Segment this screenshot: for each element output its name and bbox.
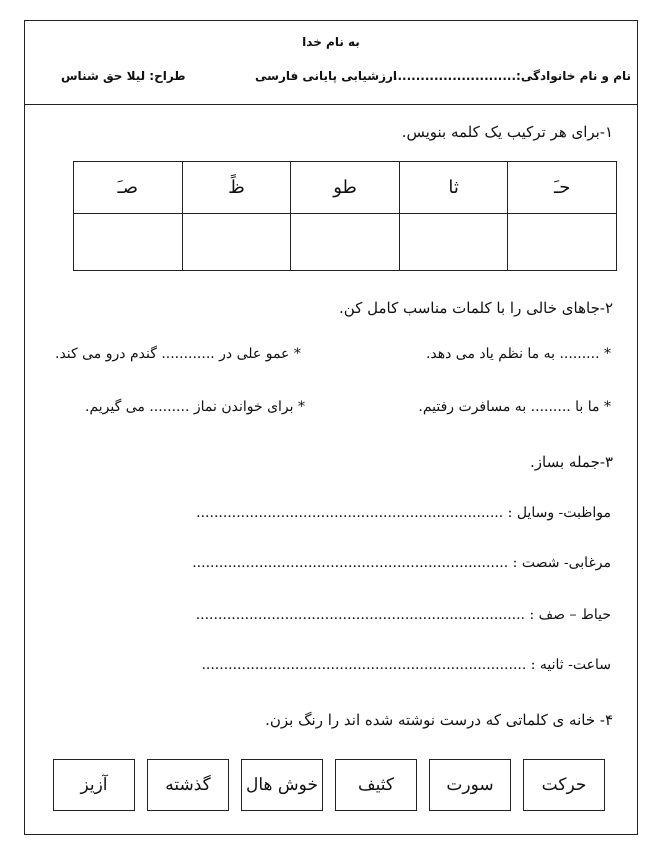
designer-credit: طراح: لیلا حق شناس (61, 69, 186, 83)
letter-cell: حـَ (508, 162, 617, 214)
letter-cell: صـَ (74, 162, 183, 214)
question-2-prompt: ۲-جاهای خالی را با کلمات مناسب کامل کن. (339, 299, 613, 317)
fill-blank-item: * ......... به ما نظم یاد می دهد. (425, 346, 611, 362)
word-box[interactable]: آزیز (53, 759, 135, 811)
answer-cell[interactable] (74, 214, 183, 271)
letter-cell: طو (291, 162, 400, 214)
word-box[interactable]: خوش هال (241, 759, 323, 811)
answer-cell[interactable] (291, 214, 400, 271)
question-4-prompt: ۴- خانه ی کلماتی که درست نوشته شده اند را رنگ بزن. (265, 711, 613, 729)
page-title: به نام خدا (302, 35, 360, 49)
sentence-item: حیاط – صف : .......................................................................... (195, 607, 611, 623)
question-3-prompt: ۳-جمله بساز. (530, 453, 613, 471)
answer-cell[interactable] (508, 214, 617, 271)
sentence-item: ساعت- ثانیه : ......................................................................... (201, 657, 611, 673)
word-box[interactable]: کثیف (335, 759, 417, 811)
word-box[interactable]: سورت (429, 759, 511, 811)
word-box[interactable]: گذشته (147, 759, 229, 811)
letter-cell: ثا (399, 162, 508, 214)
letter-cell: ظً (182, 162, 291, 214)
word-box[interactable]: حرکت (523, 759, 605, 811)
sentence-item: مرغابی- شصت : ....................................................................... (192, 555, 611, 571)
student-name-field: نام و نام خانوادگی:........................... (392, 69, 631, 83)
exam-title: ارزشیابی پایانی فارسی (255, 69, 398, 83)
answer-cell[interactable] (399, 214, 508, 271)
worksheet-page (24, 20, 638, 835)
fill-blank-item: * عمو علی در ............ گندم درو می کند. (55, 346, 301, 362)
header (25, 21, 637, 105)
letter-combination-table (73, 161, 617, 271)
answer-cell[interactable] (182, 214, 291, 271)
fill-blank-item: * ما با ......... به مسافرت رفتیم. (418, 399, 611, 415)
question-1-prompt: ۱-برای هر ترکیب یک کلمه بنویس. (401, 123, 613, 141)
fill-blank-item: * برای خواندن نماز ......... می گیریم. (85, 399, 305, 415)
sentence-item: مواظبت- وسایل : ..................................................................... (196, 505, 611, 521)
